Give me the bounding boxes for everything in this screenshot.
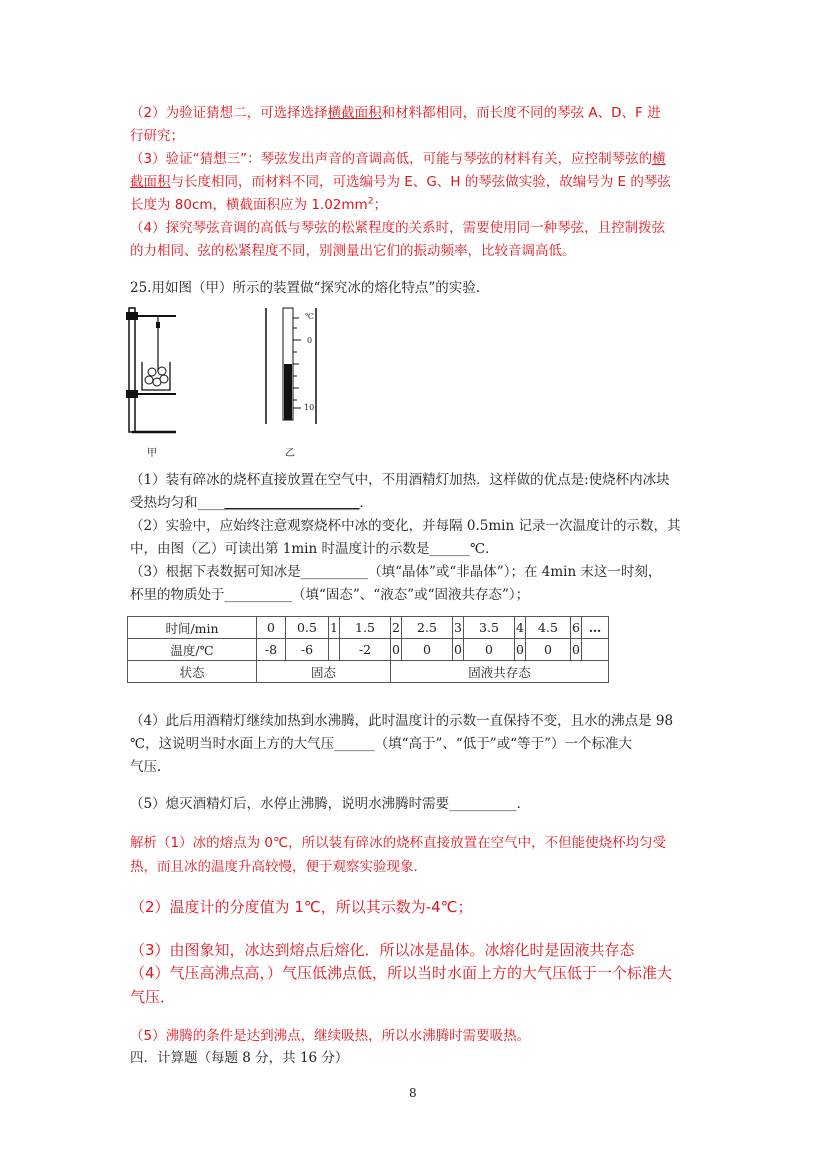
question-part-3: （3）根据下表数据可知冰是__________（填“晶体”或“非晶体”）；在 4min 末这一时刻， [130, 564, 662, 580]
page-number: 8 [409, 1086, 417, 1100]
figure-label-jia: 甲 [147, 448, 157, 459]
question-part-1: （1）装有碎冰的烧杯直接放置在空气中，不用酒精灯加热．这样做的优点是:使烧杯内冰块 [130, 472, 670, 488]
solution-line: 气压． [130, 988, 176, 1006]
question-part-5: （5）熄灭酒精灯后，水停止沸腾，说明水沸腾时需要__________． [130, 796, 531, 812]
answer-line: 长度为 80cm，横截面积应为 $1.02mm^2$； [130, 196, 387, 213]
solution-line: （3）由图象知，冰达到熔点后熔化．所以冰是晶体。冰熔化时是固液共存态 [130, 941, 635, 959]
answer-line: （4）探究琴弦音调的高低与琴弦的松紧程度的关系时，需要使用同一种琴弦，且控制拨弦 [130, 220, 666, 236]
question-part-4-cont: ℃，这说明当时水面上方的大气压______（填“高于”、“低于”或“等于”）一个标准大 [130, 736, 633, 752]
data-table [127, 616, 609, 683]
question-part-2-cont: 中，由图（乙）可读出第 1min 时温度计的示数是______℃． [130, 541, 499, 557]
solution-line: 解析（1）冰的熔点为 0℃，所以装有碎冰的烧杯直接放置在空气中，不但能使烧杯均匀受 [130, 835, 667, 851]
thermometer-tick-10: 10 [304, 403, 315, 412]
stand-figure [124, 304, 186, 436]
table-row: 温度/℃ -8 -6 -2 0 0 0 0 0 0 0 [128, 639, 609, 661]
solution-line: （4）气压高沸点高，）气压低沸点低，所以当时水面上方的大气压低于一个标准大 [130, 964, 673, 982]
answer-line: （2）为验证猜想二，可选择选择横截面积和材料都相同，而长度不同的琴弦 A、D、F 进 [130, 105, 661, 121]
answer-line: 行研究； [130, 128, 184, 144]
thermometer-figure [262, 304, 324, 426]
figure-label-yi: 乙 [285, 448, 295, 459]
section-heading: 四．计算题（每题 8 分，共 16 分） [130, 1050, 349, 1066]
table-row: 状态 固态 固液共存态 [128, 661, 609, 683]
question-part-3-cont: 杯里的物质处于__________（填“固态”、“液态”或“固液共存态”）； [130, 587, 530, 603]
question-stem: 25.用如图（甲）所示的装置做“探究冰的熔化特点”的实验. [130, 280, 481, 296]
question-part-4: （4）此后用酒精灯继续加热到水沸腾，此时温度计的示数一直保持不变，且水的沸点是 98 [130, 713, 674, 729]
thermometer-unit: ℃ [305, 312, 314, 321]
answer-line: （3）验证“猜想三”：琴弦发出声音的音调高低，可能与琴弦的材料有关，应控制琴弦的横 [130, 151, 666, 167]
question-part-4-cont: 气压． [130, 759, 171, 775]
solution-line: （2）温度计的分度值为 1℃，所以其示数为-4℃； [130, 898, 473, 916]
answer-line: 截面积与长度相同，而材料不同，可选编号为 E、G、H 的琴弦做实验，故编号为 E 的琴弦 [130, 174, 671, 190]
thermometer-tick-0: 0 [307, 336, 313, 345]
question-part-2: （2）实验中，应始终注意观察烧杯中冰的变化，并每隔 0.5min 记录一次温度计的示数，其 [130, 518, 681, 534]
solution-line: （5）沸腾的条件是达到沸点，继续吸热，所以水沸腾时需要吸热。 [130, 1028, 531, 1044]
table-row: 时间/min 0 0.5 1 1.5 2 2.5 3 3.5 4 4.5 6 … [128, 617, 609, 639]
answer-line: 的力相同、弦的松紧程度不同，别测量出它们的振动频率，比较音调高低。 [130, 243, 576, 259]
question-part-1-cont: 受热均匀和________________________． [130, 495, 373, 511]
solution-line: 热，而且冰的温度升高较慢，便于观察实验现象． [130, 859, 427, 875]
